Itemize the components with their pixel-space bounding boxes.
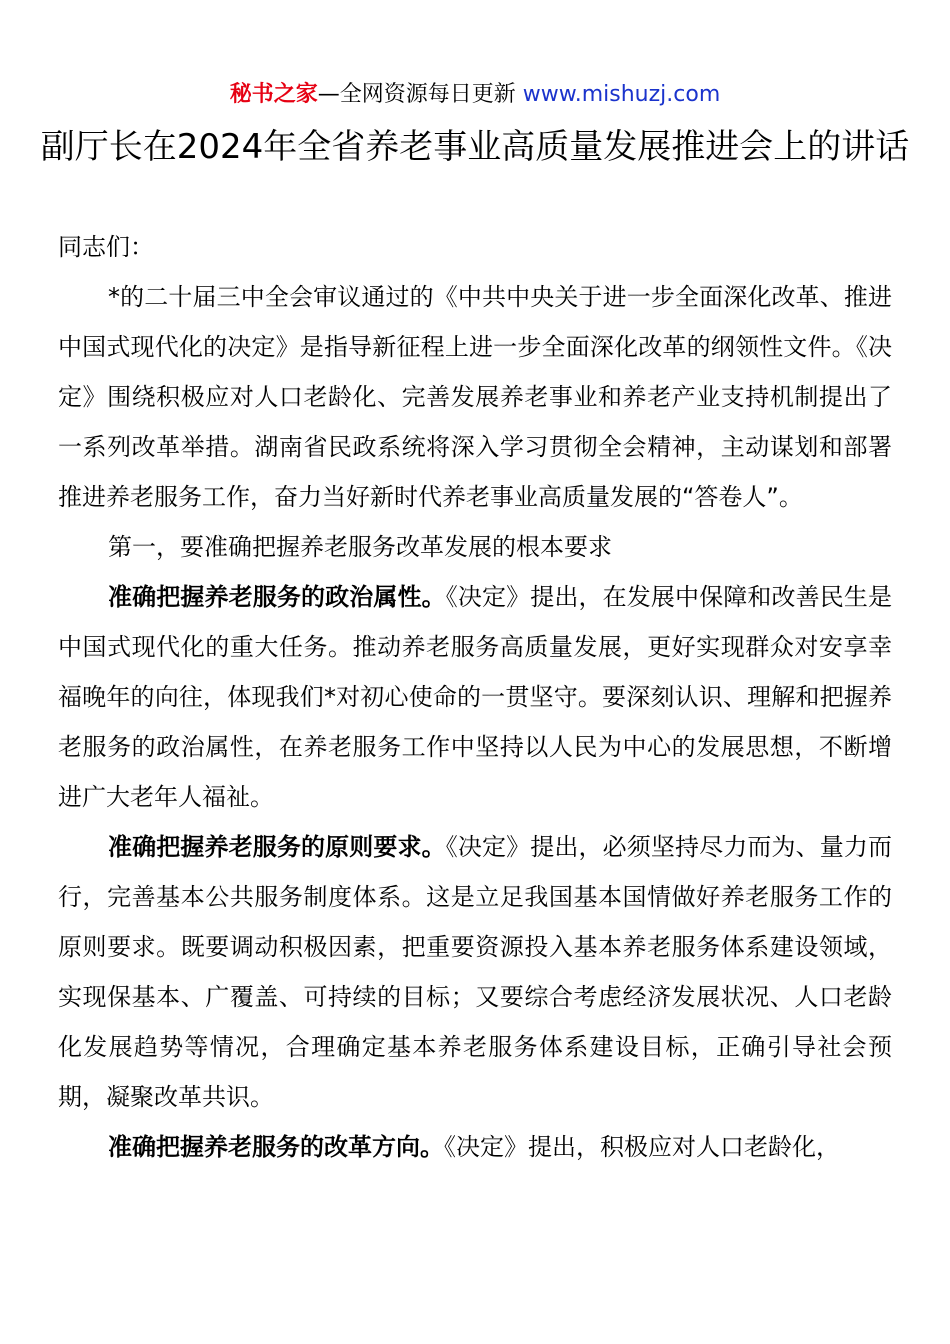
paragraph-reform-direction (58, 1122, 892, 1172)
document-title: 副厅长在2024年全省养老事业高质量发展推进会上的讲话 (40, 127, 910, 167)
paragraph-text: 《决定》提出，必须坚持尽力而为、量力而行，完善基本公共服务制度体系。这是立足我国基本国情做好养老服务工作的原则要求。既要调动积极因素，把重要资源投入基本养老服务体系建设领域，实现保基本、广覆盖、可持续的目标；又要综合考虑经济发展状况、人口老龄化发展趋势等情况，合理确定基本养老服务体系建设目标，正确引导社会预期，凝聚改革共识。 (58, 833, 892, 1111)
banner-url-link[interactable]: www.mishuzj.com (522, 82, 721, 107)
paragraph-text: 《决定》提出，积极应对人口老龄化， (444, 1133, 840, 1161)
salutation: 同志们： (58, 233, 154, 261)
paragraph-text: 《决定》提出，在发展中保障和改善民生是中国式现代化的重大任务。推动养老服务高质量发展，更好实现群众对安享幸福晚年的向往，体现我们*对初心使命的一贯坚守。要深刻认识、理解和把握养老服务的政治属性，在养老服务工作中坚持以人民为中心的发展思想，不断增进广大老年人福祉。 (58, 583, 892, 811)
paragraph-principle-requirements (58, 822, 892, 1122)
document-body (58, 222, 892, 1172)
paragraph-lead: 准确把握养老服务的原则要求。 (108, 833, 446, 861)
paragraph-lead: 准确把握养老服务的政治属性。 (108, 583, 446, 611)
banner-tagline: —全网资源每日更新 (317, 82, 523, 107)
paragraph-lead: 准确把握养老服务的改革方向。 (108, 1133, 444, 1161)
paragraph-intro: *的二十届三中全会审议通过的《中共中央关于进一步全面深化改革、推进中国式现代化的决定》是指导新征程上进一步全面深化改革的纲领性文件。《决定》围绕积极应对人口老龄化、完善发展养老事业和养老产业支持机制提出了一系列改革举措。湖南省民政系统将深入学习贯彻全会精神，主动谋划和部署推进养老服务工作，奋力当好新时代养老事业高质量发展的“答卷人”。 (58, 283, 892, 511)
banner-brand: 秘书之家 (229, 82, 318, 107)
section-heading-1: 第一，要准确把握养老服务改革发展的根本要求 (108, 533, 612, 561)
paragraph-political-attribute (58, 572, 892, 822)
site-banner (0, 80, 950, 110)
